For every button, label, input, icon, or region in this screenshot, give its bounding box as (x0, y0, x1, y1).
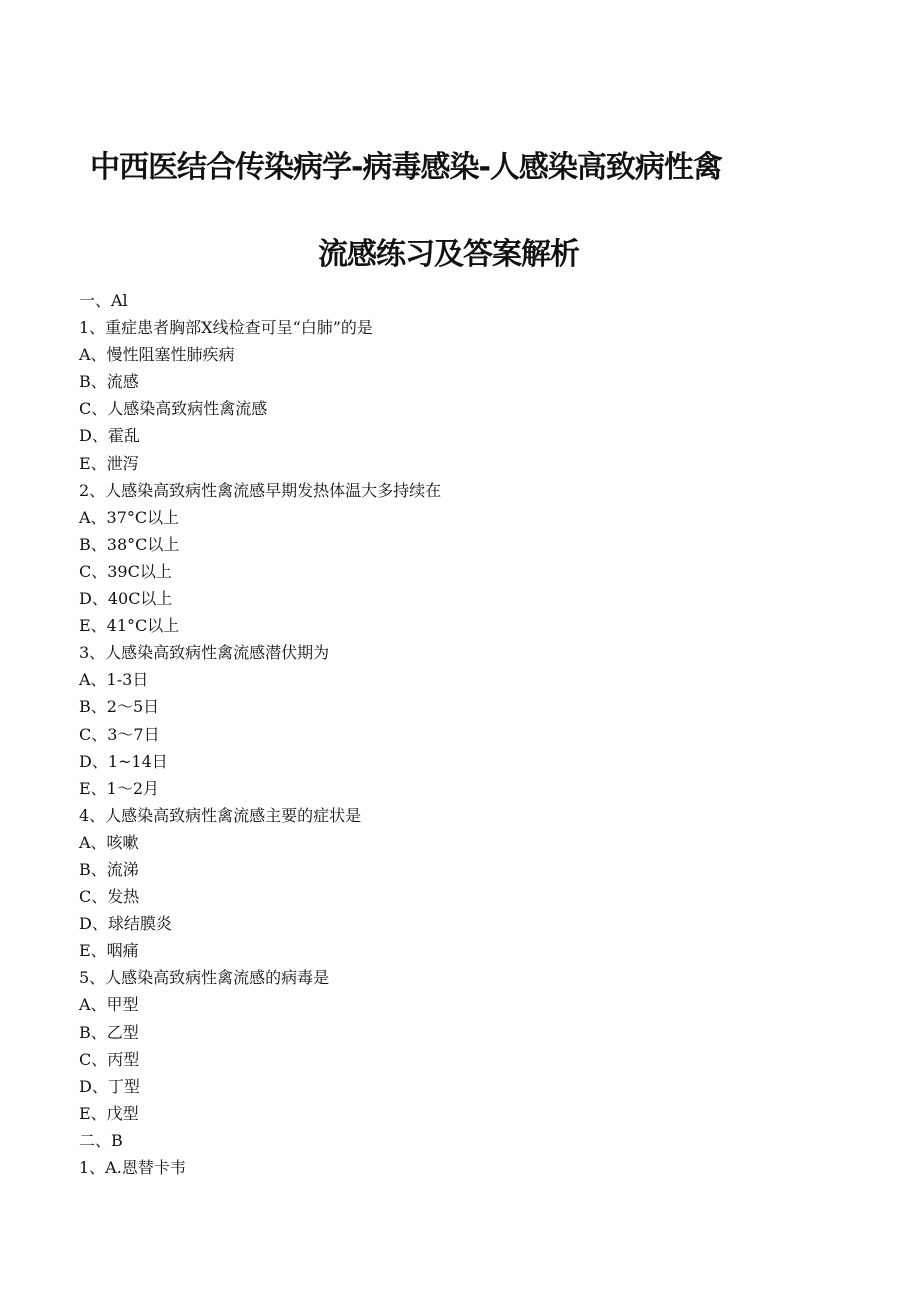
question-1-option-c: C、人感染高致病性禽流感 (79, 399, 268, 419)
question-3-option-e: E、1～2月 (79, 778, 160, 798)
question-4-option-d: D、球结膜炎 (79, 914, 172, 934)
question-3: 3、人感染高致病性禽流感潜伏期为 (79, 643, 330, 663)
question-5-option-c: C、丙型 (79, 1049, 140, 1069)
question-2-option-a: A、37°C以上 (79, 507, 180, 527)
question-4-option-b: B、流涕 (79, 859, 139, 879)
question-5-option-b: B、乙型 (79, 1022, 139, 1042)
question-5-option-e: E、戊型 (79, 1103, 139, 1123)
question-4-option-e: E、咽痛 (79, 941, 139, 961)
question-1-option-a: A、慢性阻塞性肺疾病 (79, 345, 235, 365)
question-3-option-a: A、1-3日 (79, 670, 149, 690)
question-1-option-b: B、流感 (79, 372, 139, 392)
question-2-option-d: D、40C以上 (79, 589, 173, 609)
question-5-option-d: D、丁型 (79, 1076, 140, 1096)
question-1-option-d: D、霍乱 (79, 426, 140, 446)
section-heading-a1: 一、Al (79, 291, 128, 310)
question-2-option-c: C、39C以上 (79, 561, 172, 581)
question-4-option-a: A、咳嗽 (79, 832, 139, 852)
question-3-option-d: D、1~14日 (79, 751, 168, 771)
question-3-option-b: B、2～5日 (79, 697, 160, 717)
question-2: 2、人感染高致病性禽流感早期发热体温大多持续在 (79, 480, 442, 500)
question-5: 5、人感染高致病性禽流感的病毒是 (79, 968, 330, 988)
question-1: 1、重症患者胸部X线检查可呈“白肺”的是 (79, 318, 373, 338)
question-4: 4、人感染高致病性禽流感主要的症状是 (79, 805, 362, 825)
question-1-option-e: E、泄泻 (79, 453, 139, 473)
question-3-option-c: C、3～7日 (79, 724, 160, 744)
question-2-option-e: E、41°C以上 (79, 616, 180, 636)
document-title-line-2: 流感练习及答案解析 (318, 237, 579, 272)
question-5-option-a: A、甲型 (79, 995, 139, 1015)
question-4-option-c: C、发热 (79, 887, 140, 907)
section-heading-b: 二、B (79, 1130, 123, 1150)
b-question-1: 1、A.恩替卡韦 (79, 1158, 186, 1177)
question-2-option-b: B、38°C以上 (79, 534, 180, 554)
document-title-line-1: 中西医结合传染病学-病毒感染-人感染高致病性禽 (90, 150, 722, 185)
document-body (79, 287, 859, 1181)
